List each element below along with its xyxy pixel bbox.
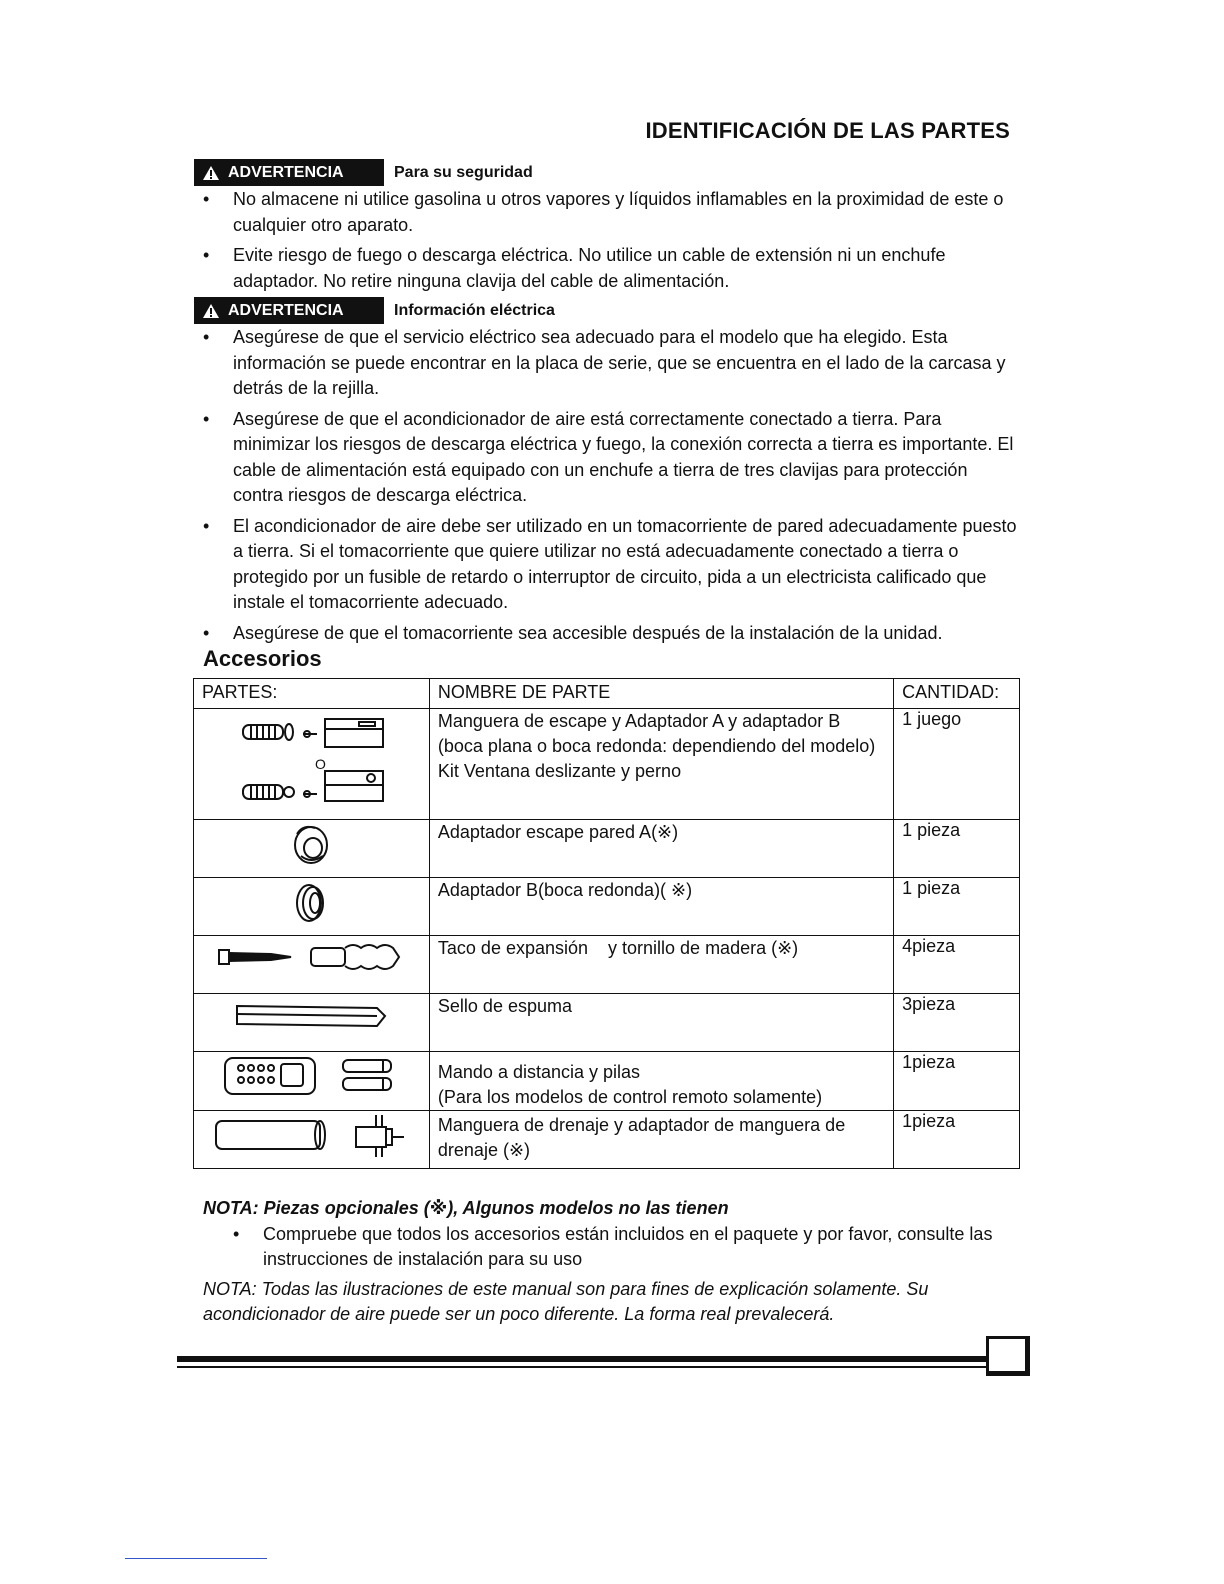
warning-badge-label: ADVERTENCIA bbox=[228, 301, 344, 319]
footnote-separator bbox=[125, 1558, 267, 1559]
warning-header-safety bbox=[194, 159, 533, 186]
part-name: Manguera de escape y Adaptador A y adaptador B (boca plana o boca redonda: dependiendo del modelo) Kit Ventana deslizante y perno bbox=[429, 709, 893, 820]
bullet-dot: • bbox=[233, 1224, 240, 1244]
part-image-cell bbox=[194, 820, 430, 878]
header-quantity: CANTIDAD: bbox=[894, 679, 1020, 709]
illustration-note: NOTA: Todas las ilustraciones de este manual son para fines de explicación solamente. Su acondicionador de aire puede ser un poco diferente. La forma real prevalecerá. bbox=[203, 1279, 929, 1324]
table-row bbox=[194, 709, 1020, 820]
list-item: • Asegúrese de que el tomacorriente sea accesible después de la instalación de la unidad. bbox=[203, 621, 1018, 647]
part-image-cell bbox=[194, 709, 430, 820]
note-bullet bbox=[233, 1222, 1023, 1272]
warning-badge bbox=[194, 297, 384, 324]
part-quantity: 1pieza bbox=[894, 1111, 1020, 1169]
part-name: Adaptador escape pared A(※) bbox=[429, 820, 893, 878]
table-header-row bbox=[194, 679, 1020, 709]
part-name: Manguera de drenaje y adaptador de manguera de drenaje (※) bbox=[429, 1111, 893, 1169]
list-item: • Asegúrese de que el acondicionador de aire está correctamente conectado a tierra. Para minimizar los riesgos de descarga eléctrica y fuego, la conexión correcta a tierra es importante. El cable de alimentación está equipado con un enchufe a tierra de tres clavijas para protección contra riesgos de descarga eléctrica. bbox=[203, 407, 1018, 509]
part-image-cell bbox=[194, 1052, 430, 1111]
footer-rule bbox=[177, 1356, 987, 1362]
page-number-box bbox=[986, 1336, 1030, 1376]
table-row bbox=[194, 820, 1020, 878]
part-image-cell bbox=[194, 1111, 430, 1169]
note-bullet-text: Compruebe que todos los accesorios están incluidos en el paquete y por favor, consulte las instrucciones de instalación para su uso bbox=[263, 1224, 993, 1269]
list-item: • El acondicionador de aire debe ser utilizado en un tomacorriente de pared adecuadamente puesto a tierra. Si el tomacorriente que quiere utilizar no está adecuadamente conectado a tierra o protegido por un fusible de retardo o interruptor de circuito, pida a un electricista calificado que instale el tomacorriente adecuado. bbox=[203, 514, 1018, 616]
warning-badge-label: ADVERTENCIA bbox=[228, 163, 344, 181]
footer-rule-thin bbox=[177, 1366, 987, 1368]
accessories-table bbox=[193, 678, 1020, 1169]
warning-header-electrical bbox=[194, 297, 555, 324]
table-row bbox=[194, 1052, 1020, 1111]
part-quantity: 1 juego bbox=[894, 709, 1020, 820]
table-row bbox=[194, 936, 1020, 994]
page-title: IDENTIFICACIÓN DE LAS PARTES bbox=[645, 118, 1010, 143]
part-quantity: 1 pieza bbox=[894, 820, 1020, 878]
part-image-cell bbox=[194, 936, 430, 994]
list-item: • Evite riesgo de fuego o descarga eléctrica. No utilice un cable de extensión ni un enchufe adaptador. No retire ninguna clavija del cable de alimentación. bbox=[203, 243, 1018, 294]
list-item: • No almacene ni utilice gasolina u otros vapores y líquidos inflamables en la proximidad de este o cualquier otro aparato. bbox=[203, 187, 1018, 238]
foam-seal-icon bbox=[231, 994, 391, 1034]
exhaust-hose-kit-icon bbox=[221, 709, 401, 809]
header-part-name: NOMBRE DE PARTE bbox=[429, 679, 893, 709]
table-row bbox=[194, 878, 1020, 936]
table-row bbox=[194, 994, 1020, 1052]
accessories-title: Accesorios bbox=[203, 646, 322, 671]
part-image-cell bbox=[194, 878, 430, 936]
optional-parts-note: NOTA: Piezas opcionales (※), Algunos modelos no las tienen bbox=[203, 1198, 729, 1218]
warning-subtitle: Información eléctrica bbox=[394, 301, 555, 319]
part-image-label: O bbox=[315, 756, 327, 772]
part-name: Adaptador B(boca redonda)( ※) bbox=[429, 878, 893, 936]
electrical-warning-list bbox=[203, 325, 1018, 651]
part-quantity: 1pieza bbox=[894, 1052, 1020, 1111]
part-name: Mando a distancia y pilas (Para los modelos de control remoto solamente) bbox=[429, 1052, 893, 1111]
screw-and-anchor-icon bbox=[211, 936, 411, 976]
part-name: Taco de expansión y tornillo de madera (※) bbox=[429, 936, 893, 994]
drain-hose-icon bbox=[206, 1111, 416, 1159]
remote-and-batteries-icon bbox=[211, 1052, 411, 1100]
part-quantity: 4pieza bbox=[894, 936, 1020, 994]
part-image-cell bbox=[194, 994, 430, 1052]
warning-triangle-icon bbox=[202, 303, 220, 319]
part-quantity: 3pieza bbox=[894, 994, 1020, 1052]
part-name: Sello de espuma bbox=[429, 994, 893, 1052]
warning-badge bbox=[194, 159, 384, 186]
table-row bbox=[194, 1111, 1020, 1169]
warning-subtitle: Para su seguridad bbox=[394, 163, 533, 181]
warning-triangle-icon bbox=[202, 165, 220, 181]
round-adapter-icon bbox=[281, 878, 341, 928]
part-quantity: 1 pieza bbox=[894, 878, 1020, 936]
wall-exhaust-adapter-icon bbox=[281, 820, 341, 870]
list-item: • Asegúrese de que el servicio eléctrico sea adecuado para el modelo que ha elegido. Esta información se puede encontrar en la placa de serie, que se encuentra en el lado de la carcasa y detrás de la rejilla. bbox=[203, 325, 1018, 402]
header-parts: PARTES: bbox=[194, 679, 430, 709]
safety-warning-list bbox=[203, 187, 1018, 299]
